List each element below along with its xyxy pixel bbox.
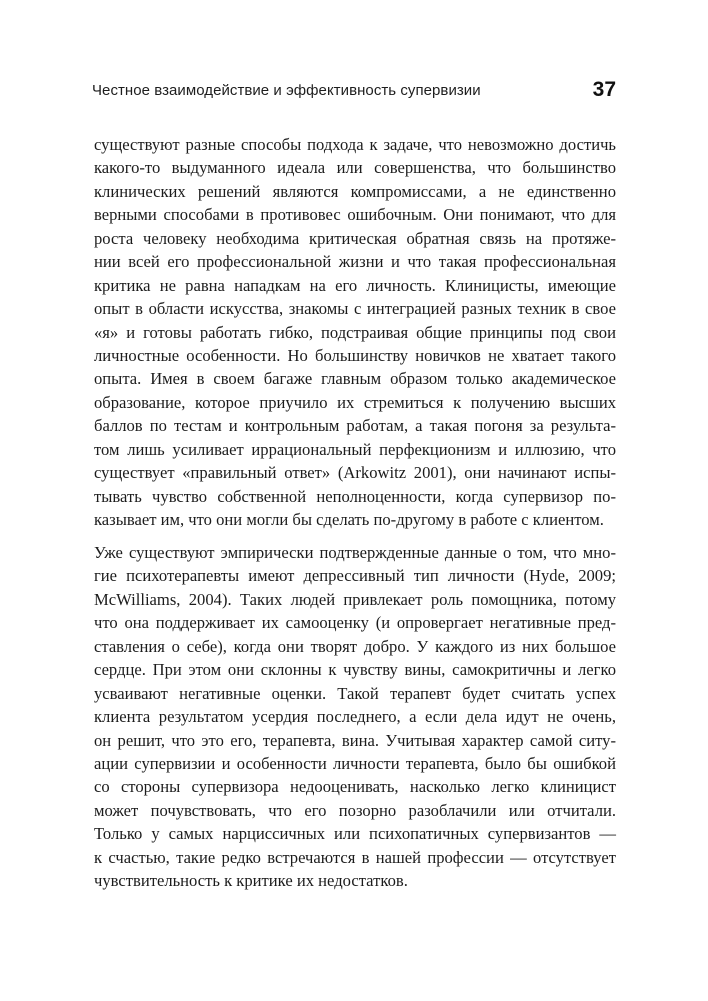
text-line: McWilliams, 2004). Таких людей привлекает роль помощника, потому — [94, 589, 616, 609]
text-line: критика не равна нападкам на его личность. Клиницисты, имеющие — [94, 275, 616, 295]
text-line: том лишь усиливает иррациональный перфекционизм и иллюзию, что — [94, 439, 616, 459]
page-number: 37 — [592, 78, 616, 101]
text-line: существует «правильный ответ» (Arkowitz 2001), они начинают испы- — [94, 463, 616, 483]
text-line: что она поддерживает их самооценку (и опровергает негативные пред- — [94, 613, 616, 633]
paragraph-1 — [94, 133, 616, 531]
text-line: Уже существуют эмпирически подтвержденные данные о том, что мно- — [94, 543, 616, 562]
text-line: клиента результатом усердия последнего, а если дела идут не очень, — [94, 707, 616, 727]
text-line: к счастью, такие редко встречаются в нашей профессии — отсутствует — [94, 847, 616, 867]
text-line: опыта. Имея в своем багаже главным образом только академическое — [94, 369, 616, 389]
text-line: усваивают негативные оценки. Такой терапевт будет считать успех — [94, 683, 616, 703]
text-line: какого-то выдуманного идеала или совершенства, что большинство — [94, 158, 616, 178]
running-header — [92, 80, 616, 104]
text-line: «я» и готовы работать гибко, подстраивая общие принципы под свои — [94, 322, 616, 342]
text-line: ставления о себе), когда они творят добро. У каждого из них большое — [94, 636, 616, 656]
text-line: чувствительность к критике их недостатков. — [94, 871, 408, 891]
text-line: может почувствовать, что его позорно разоблачили или отчитали. — [94, 800, 616, 820]
text-line: роста человеку необходима критическая обратная связь на протяже- — [94, 228, 616, 248]
text-line: тывать чувство собственной неполноценности, когда супервизор по- — [94, 486, 616, 506]
text-line: гие психотерапевты имеют депрессивный тип личности (Hyde, 2009; — [94, 566, 616, 586]
text-line: образование, которое приучило их стремиться к получению высших — [94, 392, 616, 412]
text-line: опыт в области искусства, знакомы с интеграцией разных техник в свое — [94, 299, 616, 319]
text-line: он решит, что это его, терапевта, вина. Учитывая характер самой ситу- — [94, 730, 616, 750]
text-line: казывает им, что они могли бы сделать по-другому в работе с клиентом. — [94, 510, 604, 529]
running-title: Честное взаимодействие и эффективность супервизии — [92, 82, 481, 99]
text-line: Только у самых нарциссичных или психопатичных супервизантов — — [94, 824, 616, 844]
text-line: клинических решений являются компромиссами, а не единственно — [94, 181, 616, 201]
text-line: баллов по тестам и контрольным работам, а такая погоня за результа- — [94, 416, 616, 436]
paragraph-2 — [94, 541, 616, 893]
text-line: сердце. При этом они склонны к чувству вины, самокритичны и легко — [94, 660, 616, 680]
text-line: нии всей его профессиональной жизни и что такая профессиональная — [94, 252, 616, 272]
text-line: со стороны супервизора недооценивать, насколько легко клиницист — [94, 777, 616, 797]
text-line: ации супервизии и особенности личности терапевта, было бы ошибкой — [94, 753, 616, 773]
text-line: верными способами в противовес ошибочным. Они понимают, что для — [94, 205, 616, 225]
text-line: существуют разные способы подхода к задаче, что невозможно достичь — [94, 135, 616, 154]
text-line: личностные особенности. Но большинству новичков не хватает такого — [94, 345, 616, 365]
